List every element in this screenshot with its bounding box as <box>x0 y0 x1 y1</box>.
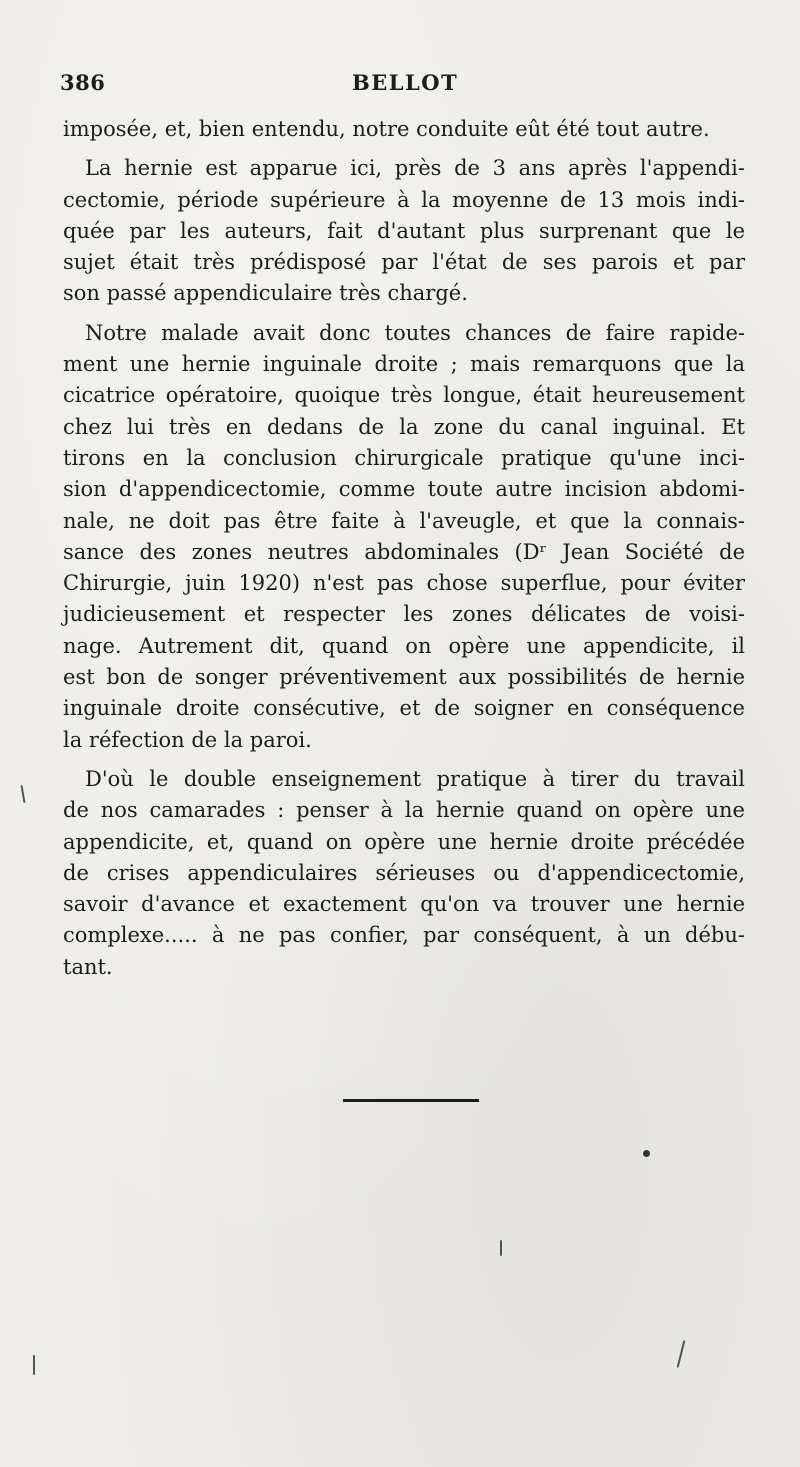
text-line: inguinale droite consécutive, et de soigner en conséquence <box>63 696 745 721</box>
text-line: quée par les auteurs, fait d'autant plus surprenant que le <box>63 218 745 243</box>
text-line: tirons en la conclusion chirurgicale pratique qu'une inci- <box>63 445 745 470</box>
body-text <box>63 114 745 983</box>
text-line: nage. Autrement dit, quand on opère une appendicite, il <box>63 633 745 658</box>
text-line: de crises appendiculaires sérieuses ou d'appendicectomie, <box>63 860 745 885</box>
page-header <box>60 70 750 100</box>
text-line: tant. <box>63 954 113 979</box>
paragraph <box>63 153 745 309</box>
text-line: judicieusement et respecter les zones délicates de voisi- <box>63 602 745 627</box>
text-line: complexe..... à ne pas confier, par conséquent, à un débu- <box>63 923 745 948</box>
text-line: imposée, et, bien entendu, notre conduite eût été tout autre. <box>63 117 710 141</box>
paragraph <box>63 318 745 756</box>
paper-scratch <box>20 785 25 803</box>
text-line: Notre malade avait donc toutes chances de faire rapide- <box>85 320 745 345</box>
text-line: son passé appendiculaire très chargé. <box>63 281 468 306</box>
running-head: BELLOT <box>352 70 459 95</box>
text-line: sance des zones neutres abdominales (Dʳ Jean Société de <box>63 539 745 564</box>
text-line: appendicite, et, quand on opère une hernie droite précédée <box>63 829 745 854</box>
text-line: chez lui très en dedans de la zone du canal inguinal. Et <box>63 414 745 439</box>
text-line: savoir d'avance et exactement qu'on va trouver une hernie <box>63 892 745 917</box>
text-line: de nos camarades : penser à la hernie quand on opère une <box>63 798 745 823</box>
text-line: sujet était très prédisposé par l'état de ses parois et par <box>63 250 745 275</box>
text-line: est bon de songer préventivement aux possibilités de hernie <box>63 665 745 690</box>
ink-speck <box>643 1150 650 1157</box>
text-line: cicatrice opératoire, quoique très longue, était heureusement <box>63 383 745 408</box>
text-line: Chirurgie, juin 1920) n'est pas chose superflue, pour éviter <box>63 571 745 596</box>
page-number: 386 <box>60 70 106 95</box>
text-line: la réfection de la paroi. <box>63 727 312 752</box>
paper-scratch <box>677 1340 686 1368</box>
paper-scratch <box>500 1240 502 1256</box>
paper-scratch <box>33 1355 35 1375</box>
text-line: ment une hernie inguinale droite ; mais remarquons que la <box>63 352 745 377</box>
text-line: La hernie est apparue ici, près de 3 ans après l'appendi- <box>85 156 745 181</box>
paragraph <box>63 764 745 983</box>
text-line: sion d'appendicectomie, comme toute autre incision abdomi- <box>63 477 745 502</box>
paragraph <box>63 114 745 145</box>
section-end-rule <box>343 1099 479 1102</box>
text-line: cectomie, période supérieure à la moyenne de 13 mois indi- <box>63 187 745 212</box>
text-line: D'où le double enseignement pratique à tirer du travail <box>85 766 745 791</box>
text-line: nale, ne doit pas être faite à l'aveugle, et que la connais- <box>63 508 745 533</box>
